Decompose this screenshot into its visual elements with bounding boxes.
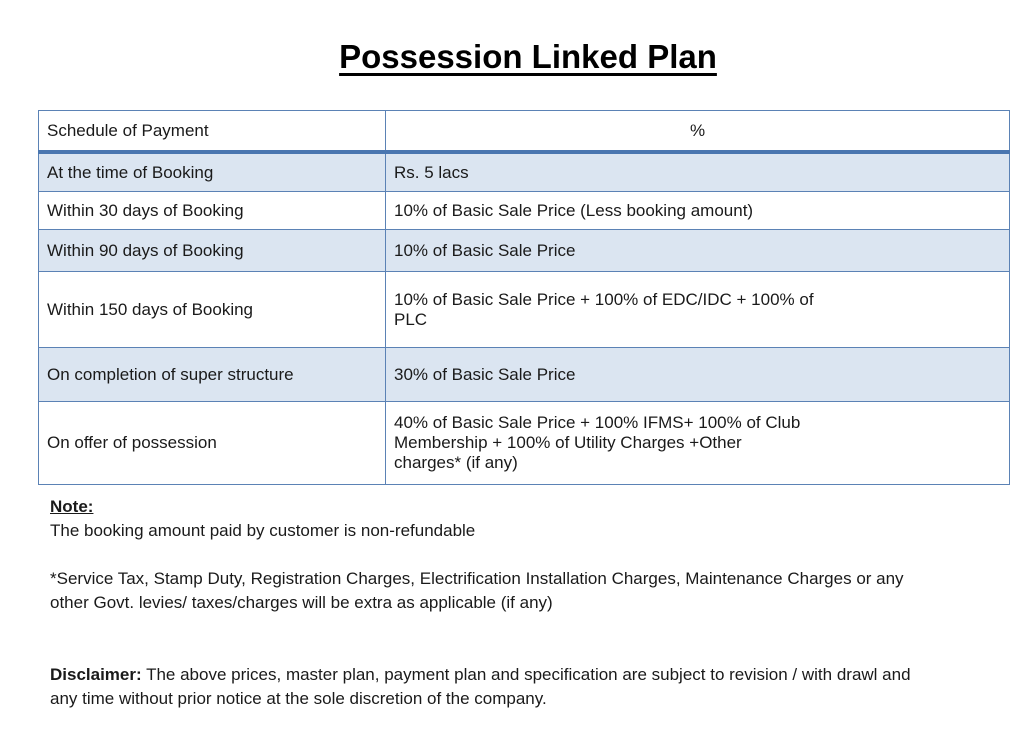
page-title: Possession Linked Plan	[339, 38, 717, 75]
row-stage: On completion of super structure	[39, 348, 386, 402]
row-amount-line: charges* (if any)	[394, 453, 518, 472]
row-amount: 10% of Basic Sale Price (Less booking amount)	[386, 192, 1010, 230]
table-header-row	[39, 111, 1010, 153]
row-stage: Within 30 days of Booking	[39, 192, 386, 230]
row-stage: On offer of possession	[39, 402, 386, 485]
row-amount-line: Membership + 100% of Utility Charges +Other	[394, 433, 742, 452]
row-amount-line: 10% of Basic Sale Price + 100% of EDC/IDC + 100% of	[394, 289, 814, 309]
row-amount-line: PLC	[394, 309, 428, 329]
row-amount	[386, 402, 1010, 485]
disclaimer-line-2: any time without prior notice at the sole discretion of the company.	[50, 689, 547, 708]
table-row	[39, 192, 1010, 230]
disclaimer-label: Disclaimer:	[50, 665, 142, 684]
row-amount: 30% of Basic Sale Price	[386, 348, 1010, 402]
note-heading: Note:	[50, 497, 94, 516]
row-amount: Rs. 5 lacs	[386, 152, 1010, 192]
row-amount: 10% of Basic Sale Price	[386, 230, 1010, 272]
row-stage: Within 150 days of Booking	[39, 272, 386, 348]
table-row	[39, 272, 1010, 348]
table-row	[39, 348, 1010, 402]
note-taxes-line-1: *Service Tax, Stamp Duty, Registration Charges, Electrification Installation Charges, Maintenance Charges or any	[50, 569, 904, 588]
note-taxes-line-2: other Govt. levies/ taxes/charges will be extra as applicable (if any)	[50, 593, 553, 612]
payment-schedule-table	[38, 110, 1010, 485]
row-amount	[386, 272, 1010, 348]
table-row	[39, 230, 1010, 272]
row-stage: At the time of Booking	[39, 152, 386, 192]
table-row	[39, 402, 1010, 485]
row-amount-line: 40% of Basic Sale Price + 100% IFMS+ 100% of Club	[394, 413, 801, 432]
note-refund: The booking amount paid by customer is non-refundable	[50, 521, 476, 540]
disclaimer-line-1	[50, 663, 1010, 687]
disclaimer-text: The above prices, master plan, payment plan and specification are subject to revision / with drawl and	[141, 665, 911, 684]
header-schedule: Schedule of Payment	[39, 111, 386, 153]
table-row	[39, 152, 1010, 192]
notes-section	[50, 495, 1010, 711]
row-stage: Within 90 days of Booking	[39, 230, 386, 272]
header-percent: %	[386, 111, 1010, 153]
